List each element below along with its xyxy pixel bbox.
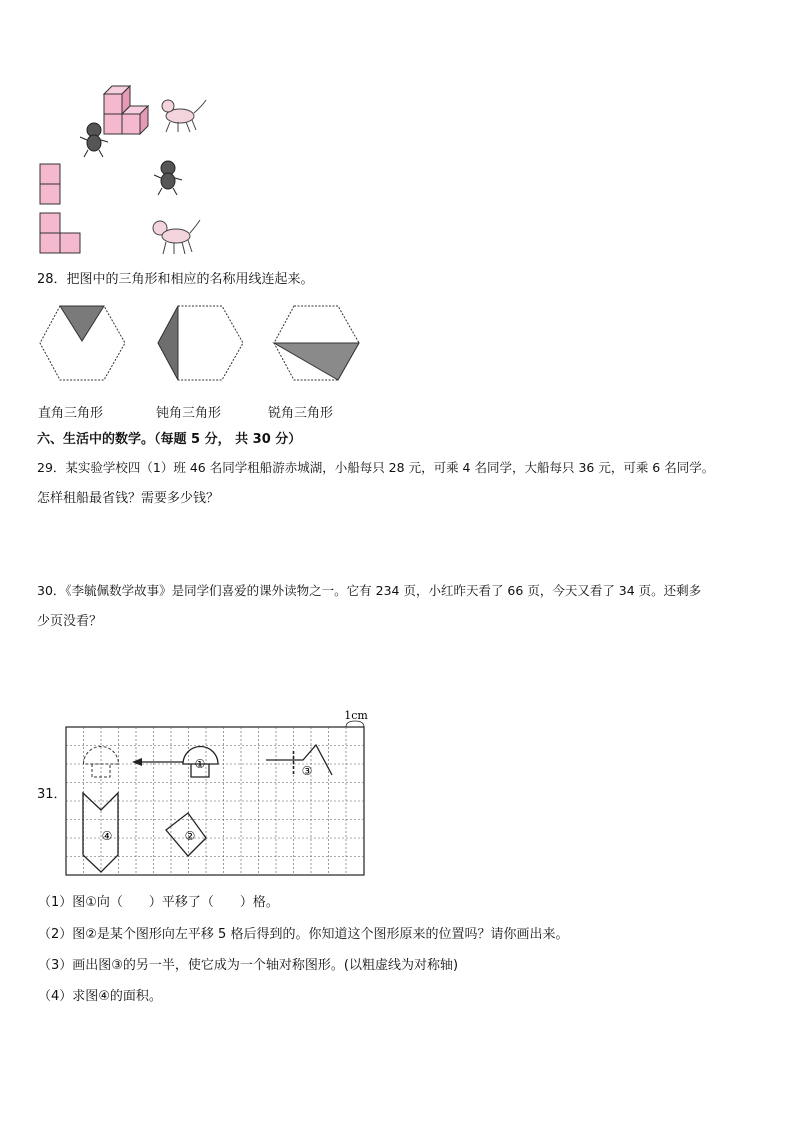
question-30-line2: 少页没看？ [37, 614, 103, 629]
dog-icon [158, 96, 208, 134]
view-two-squares [39, 163, 63, 205]
grid-figure [60, 705, 370, 877]
unit-label: 1cm [344, 709, 368, 722]
hexagon-figure-right-triangle [39, 305, 127, 381]
question-28-text: 28．把图中的三角形和相应的名称用线连起来。 [37, 272, 314, 287]
shape-label-3: ③ [301, 764, 313, 778]
monkey-icon [78, 122, 112, 158]
view-l-shape [39, 212, 83, 256]
question-31-part3: （3）画出图③的另一半，使它成为一个轴对称图形。(以粗虚线为对称轴) [38, 958, 459, 973]
label-acute-triangle: 锐角三角形 [268, 406, 334, 421]
hexagon-figure-acute-triangle [273, 305, 361, 381]
label-right-triangle: 直角三角形 [38, 406, 104, 421]
question-31-number: 31． [37, 787, 67, 802]
question-29-line2: 怎样租船最省钱？需要多少钱？ [37, 491, 220, 506]
question-29-line1: 29．某实验学校四（1）班 46 名同学租船游赤城湖，小船每只 28 元，可乘 4 名同学，大船每只 36 元，可乘 6 名同学。 [37, 460, 715, 475]
question-31-part1: （1）图①向（ ）平移了（ ）格。 [38, 895, 279, 910]
dog-icon [150, 216, 202, 256]
question-31-part2: （2）图②是某个图形向左平移 5 格后得到的。你知道这个图形原来的位置吗？请你画出来。 [38, 927, 569, 942]
shape-label-1: ① [194, 757, 206, 771]
label-obtuse-triangle: 钝角三角形 [156, 406, 222, 421]
question-31-part4: （4）求图④的面积。 [38, 989, 162, 1004]
shape-label-2: ② [184, 829, 196, 843]
question-30-line1: 30．《李毓佩数学故事》是同学们喜爱的课外读物之一。它有 234 页，小红昨天看了 66 页，今天又看了 34 页。还剩多 [37, 583, 702, 598]
monkey-icon [152, 160, 186, 196]
hexagon-figure-obtuse-triangle [157, 305, 245, 381]
shape-label-4: ④ [101, 829, 113, 843]
section-6-title: 六、生活中的数学。（每题 5 分， 共 30 分） [37, 432, 302, 447]
